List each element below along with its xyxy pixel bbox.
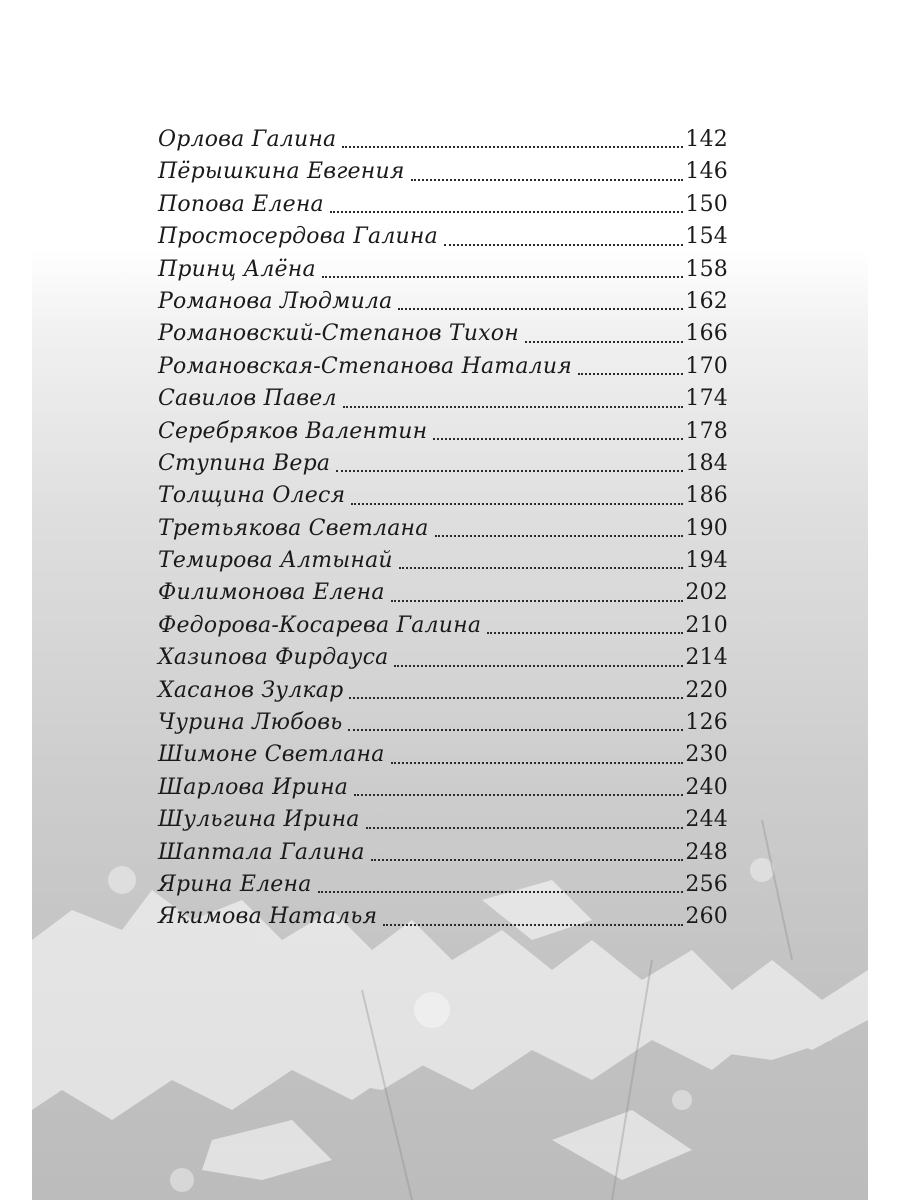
toc-entry-name: Шаптала Галина xyxy=(158,839,365,865)
toc-entry-name: Романовская-Степанова Наталия xyxy=(158,353,572,379)
toc-entry xyxy=(158,840,728,872)
toc-entry-name: Принц Алёна xyxy=(158,256,316,282)
toc-entry-page-number: 154 xyxy=(685,224,728,250)
toc-entry-page-number: 240 xyxy=(685,774,728,800)
toc-entry xyxy=(158,548,728,580)
toc-dot-leader xyxy=(348,729,683,731)
toc-dot-leader xyxy=(433,438,683,440)
toc-entry-page-number: 126 xyxy=(685,710,728,736)
toc-dot-leader xyxy=(351,503,683,505)
toc-dot-leader xyxy=(343,406,684,408)
toc-entry xyxy=(158,645,728,677)
toc-dot-leader xyxy=(336,470,683,472)
toc-entry-name: Шимоне Светлана xyxy=(158,742,385,768)
toc-entry xyxy=(158,224,728,256)
toc-entry-name: Савилов Павел xyxy=(158,386,337,412)
toc-entry-name: Шульгина Ирина xyxy=(158,807,360,833)
toc-dot-leader xyxy=(330,211,684,213)
toc-dot-leader xyxy=(318,891,684,893)
toc-entry-name: Романова Людмила xyxy=(158,288,393,314)
toc-entry-name: Шарлова Ирина xyxy=(158,774,349,800)
toc-entry xyxy=(158,354,728,386)
toc-entry-page-number: 210 xyxy=(685,612,728,638)
toc-dot-leader xyxy=(435,535,684,537)
toc-entry xyxy=(158,807,728,839)
toc-entry-page-number: 158 xyxy=(685,256,728,282)
toc-entry xyxy=(158,678,728,710)
toc-dot-leader xyxy=(394,665,683,667)
toc-entry-name: Якимова Наталья xyxy=(158,904,378,930)
toc-entry-page-number: 190 xyxy=(685,515,728,541)
toc-dot-leader xyxy=(371,859,684,861)
toc-entry-page-number: 230 xyxy=(685,742,728,768)
toc-entry-name: Серебряков Валентин xyxy=(158,418,428,444)
toc-entry-name: Романовский-Степанов Тихон xyxy=(158,321,519,347)
toc-entry xyxy=(158,775,728,807)
toc-entry xyxy=(158,192,728,224)
toc-dot-leader xyxy=(411,179,684,181)
toc-entry-page-number: 248 xyxy=(685,839,728,865)
toc-entry xyxy=(158,419,728,451)
toc-dot-leader xyxy=(487,632,683,634)
toc-entry xyxy=(158,451,728,483)
toc-entry-page-number: 174 xyxy=(685,386,728,412)
toc-entry-page-number: 166 xyxy=(685,321,728,347)
toc-dot-leader xyxy=(399,567,684,569)
toc-entry-page-number: 162 xyxy=(685,288,728,314)
toc-entry-name: Филимонова Елена xyxy=(158,580,385,606)
toc-entry-name: Простосердова Галина xyxy=(158,224,438,250)
toc-entry-name: Толщина Олеся xyxy=(158,483,346,509)
toc-entry-name: Попова Елена xyxy=(158,191,324,217)
toc-entry-page-number: 150 xyxy=(685,191,728,217)
toc-entry-page-number: 142 xyxy=(685,127,728,152)
toc-dot-leader xyxy=(444,244,683,246)
toc-entry xyxy=(158,483,728,515)
table-of-contents xyxy=(158,127,728,937)
toc-dot-leader xyxy=(398,308,683,310)
toc-entry-name: Ярина Елена xyxy=(158,871,312,897)
toc-entry-page-number: 260 xyxy=(685,904,728,930)
toc-entry-name: Хасанов Зулкар xyxy=(158,677,344,703)
toc-dot-leader xyxy=(366,827,684,829)
toc-entry-page-number: 184 xyxy=(685,450,728,476)
toc-entry xyxy=(158,159,728,191)
toc-entry-name: Пёрышкина Евгения xyxy=(158,159,405,185)
toc-entry-page-number: 256 xyxy=(685,871,728,897)
toc-entry xyxy=(158,872,728,904)
toc-entry-page-number: 146 xyxy=(685,159,728,185)
toc-entry xyxy=(158,257,728,289)
toc-entry-page-number: 244 xyxy=(685,807,728,833)
toc-entry-page-number: 214 xyxy=(685,645,728,671)
toc-dot-leader xyxy=(391,600,684,602)
toc-entry xyxy=(158,580,728,612)
toc-dot-leader xyxy=(322,276,684,278)
toc-entry xyxy=(158,386,728,418)
toc-entry-page-number: 220 xyxy=(685,677,728,703)
toc-entry-name: Орлова Галина xyxy=(158,127,337,152)
toc-entry xyxy=(158,516,728,548)
toc-entry-name: Хазипова Фирдауса xyxy=(158,645,389,671)
toc-entry xyxy=(158,904,728,936)
toc-entry-page-number: 194 xyxy=(685,548,728,574)
toc-entry xyxy=(158,742,728,774)
toc-dot-leader xyxy=(342,146,683,148)
toc-entry-page-number: 186 xyxy=(685,483,728,509)
toc-dot-leader xyxy=(578,373,683,375)
toc-entry-page-number: 178 xyxy=(685,418,728,444)
toc-dot-leader xyxy=(391,762,684,764)
toc-dot-leader xyxy=(354,794,683,796)
toc-dot-leader xyxy=(349,697,683,699)
toc-entry xyxy=(158,289,728,321)
toc-dot-leader xyxy=(525,341,684,343)
toc-dot-leader xyxy=(383,924,683,926)
toc-entry-name: Федорова-Косарева Галина xyxy=(158,612,482,638)
toc-entry-name: Ступина Вера xyxy=(158,450,331,476)
toc-entry-name: Чурина Любовь xyxy=(158,710,343,736)
toc-entry-page-number: 202 xyxy=(685,580,728,606)
toc-entry xyxy=(158,710,728,742)
toc-entry-page-number: 170 xyxy=(685,353,728,379)
toc-entry xyxy=(158,127,728,159)
toc-entry xyxy=(158,321,728,353)
toc-entry-name: Третьякова Светлана xyxy=(158,515,429,541)
toc-entry-name: Темирова Алтынай xyxy=(158,548,393,574)
toc-entry xyxy=(158,613,728,645)
